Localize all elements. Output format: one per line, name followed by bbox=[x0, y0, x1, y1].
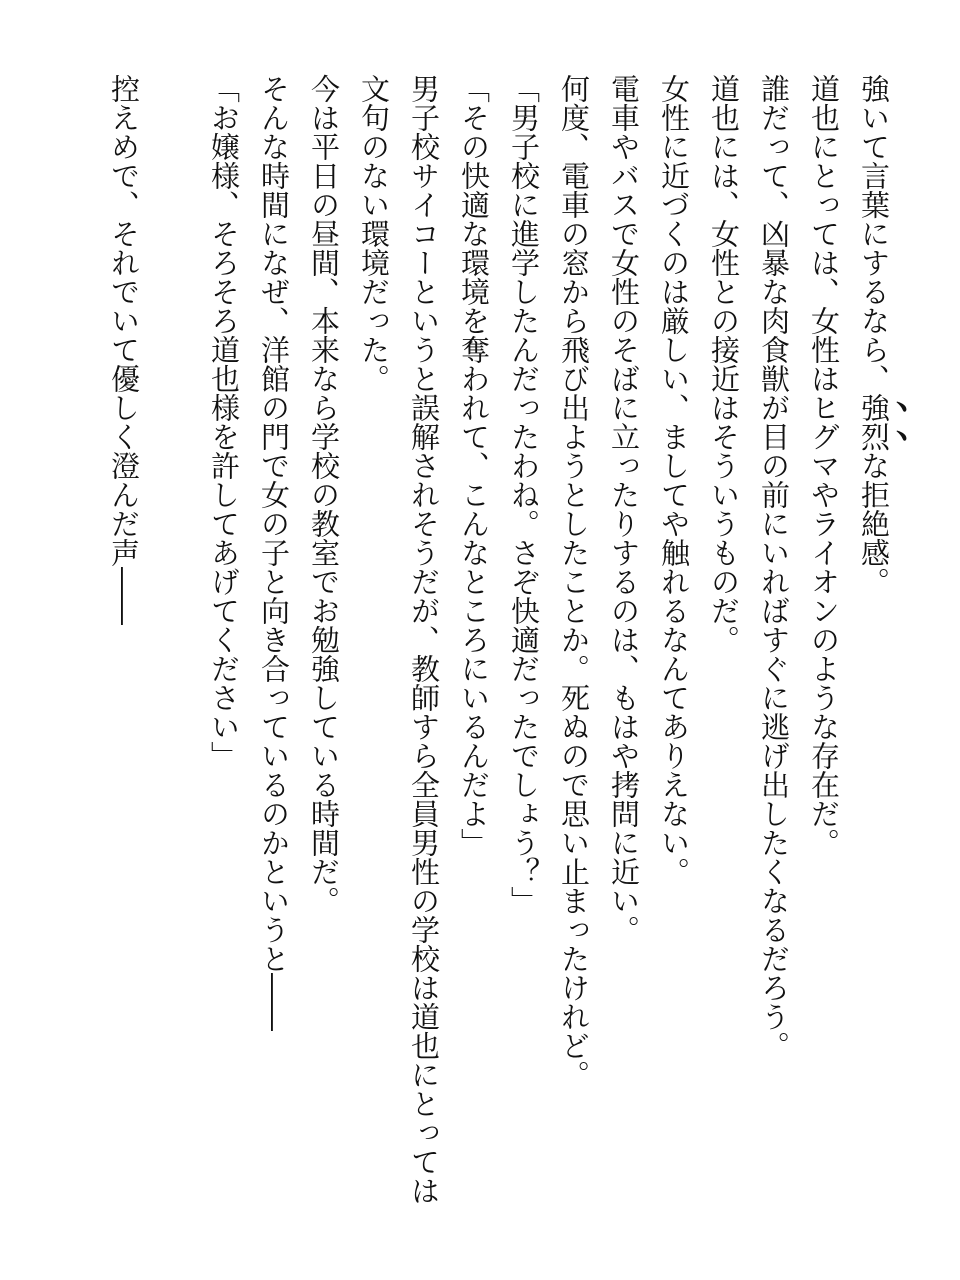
text-line: 女性に近づくのは厳しい、ましてや触れるなんてありえない。 bbox=[657, 74, 691, 886]
text-segment: 強いて言葉にするなら、 bbox=[857, 74, 891, 393]
text-line: 誰だって、凶暴な肉食獣が目の前にいればすぐに逃げ出したくなるだろう。 bbox=[757, 74, 791, 1060]
text-segment: な拒絶感。 bbox=[857, 451, 891, 596]
novel-text bbox=[99, 74, 912, 1224]
emphasized-text: 強烈 bbox=[857, 393, 891, 451]
text-line: 道也にとっては、女性はヒグマやライオンのような存在だ。 bbox=[807, 74, 841, 857]
text-line: 今は平日の昼間、本来なら学校の教室でお勉強している時間だ。 bbox=[307, 74, 341, 915]
blank-line bbox=[149, 74, 199, 1224]
text-line: 道也には、女性との接近はそういうものだ。 bbox=[707, 74, 741, 654]
text-line: 電車やバスで女性のそばに立ったりするのは、もはや拷問に近い。 bbox=[607, 74, 641, 944]
text-line bbox=[849, 74, 912, 1224]
dialogue-line: 「男子校に進学したんだったわね。さぞ快適だったでしょう？」 bbox=[507, 74, 541, 915]
text-line: 控えめで、それでいて優しく澄んだ声―― bbox=[107, 74, 141, 625]
text-line: 男子校サイコーというと誤解されそうだが、教師すら全員男性の学校は道也にとっては bbox=[407, 74, 441, 1205]
text-line: 何度、電車の窓から飛び出ようとしたことか。死ぬので思い止まったけれど。 bbox=[557, 74, 591, 1089]
text-line: そんな時間になぜ、洋館の門で女の子と向き合っているのかというと―― bbox=[257, 74, 291, 1031]
dialogue-line: 「その快適な環境を奪われて、こんなところにいるんだよ」 bbox=[457, 74, 491, 857]
dialogue-line: 「お嬢様、そろそろ道也様を許してあげてください」 bbox=[207, 74, 241, 770]
text-line: 文句のない環境だった。 bbox=[357, 74, 391, 393]
